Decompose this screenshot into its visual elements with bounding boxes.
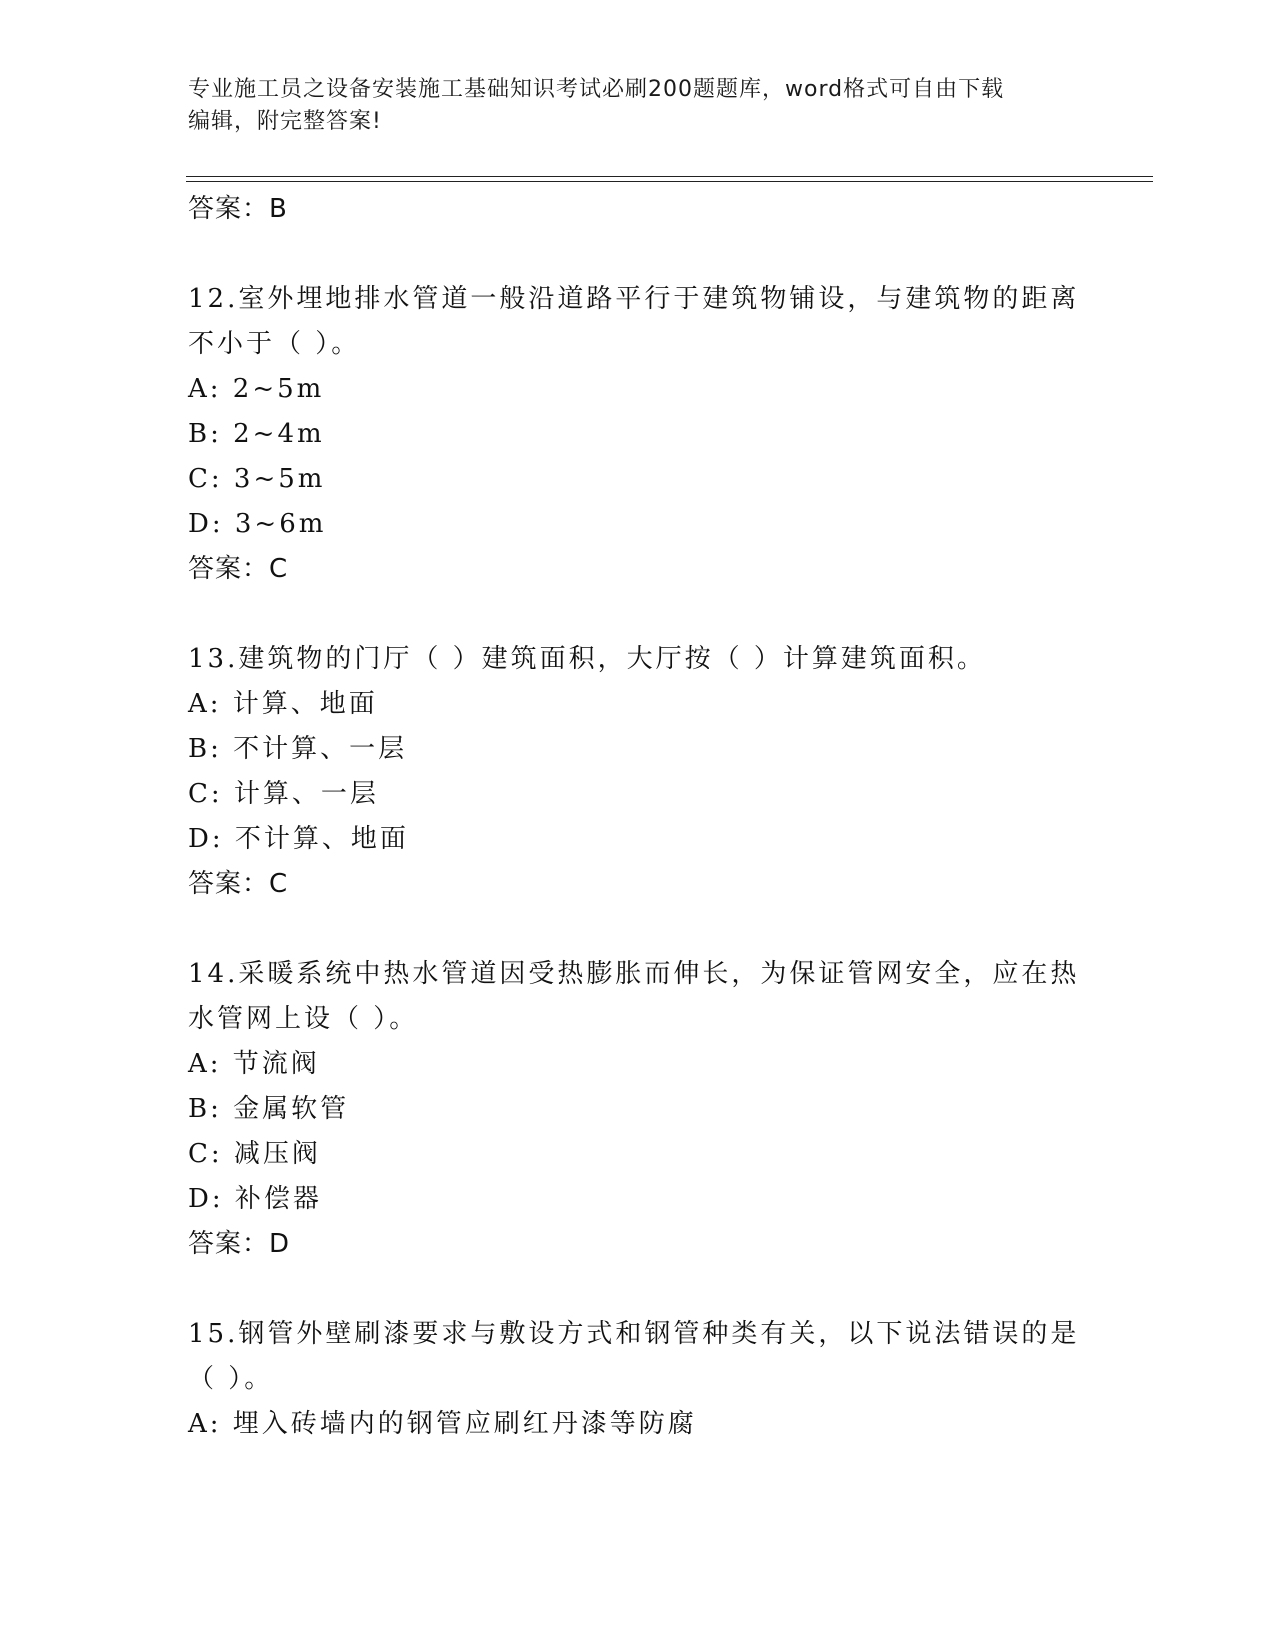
option-d: D: 不计算、地面 bbox=[188, 824, 409, 854]
document-header bbox=[188, 74, 1088, 138]
answer: 答案：C bbox=[188, 869, 289, 899]
option-d: D: 补偿器 bbox=[188, 1184, 322, 1214]
question-stem-line-1: 13.建筑物的门厅（ ）建筑面积，大厅按（ ）计算建筑面积。 bbox=[188, 644, 986, 674]
option-a: A: 计算、地面 bbox=[188, 689, 378, 719]
option-a: A: 节流阀 bbox=[188, 1049, 320, 1079]
question-stem-line-1: 14.采暖系统中热水管道因受热膨胀而伸长，为保证管网安全，应在热 bbox=[188, 959, 1080, 989]
question-stem-line-1: 12.室外埋地排水管道一般沿道路平行于建筑物铺设，与建筑物的距离 bbox=[188, 284, 1080, 314]
answer: 答案：C bbox=[188, 554, 289, 584]
option-b: B: 2~4m bbox=[188, 419, 325, 449]
question-stem-line-2: （ ）。 bbox=[188, 1364, 274, 1394]
header-line-2: 编辑，附完整答案! bbox=[188, 109, 382, 134]
previous-answer: 答案：B bbox=[188, 194, 288, 224]
option-a: A: 埋入砖墙内的钢管应刷红丹漆等防腐 bbox=[188, 1409, 697, 1439]
option-d: D: 3~6m bbox=[188, 509, 327, 539]
option-c: C: 减压阀 bbox=[188, 1139, 321, 1169]
question-stem-line-1: 15.钢管外壁刷漆要求与敷设方式和钢管种类有关，以下说法错误的是 bbox=[188, 1319, 1080, 1349]
option-c: C: 3~5m bbox=[188, 464, 326, 494]
option-b: B: 金属软管 bbox=[188, 1094, 350, 1124]
header-line-1: 专业施工员之设备安装施工基础知识考试必刷200题题库，word格式可自由下载 bbox=[188, 77, 1005, 102]
option-b: B: 不计算、一层 bbox=[188, 734, 408, 764]
option-a: A: 2~5m bbox=[188, 374, 325, 404]
answer: 答案：D bbox=[188, 1229, 291, 1259]
question-stem-line-2: 水管网上设（ ）。 bbox=[188, 1004, 419, 1034]
header-divider-top bbox=[186, 176, 1153, 177]
header-divider-bottom bbox=[186, 181, 1153, 182]
option-c: C: 计算、一层 bbox=[188, 779, 379, 809]
question-stem-line-2: 不小于（ ）。 bbox=[188, 329, 361, 359]
